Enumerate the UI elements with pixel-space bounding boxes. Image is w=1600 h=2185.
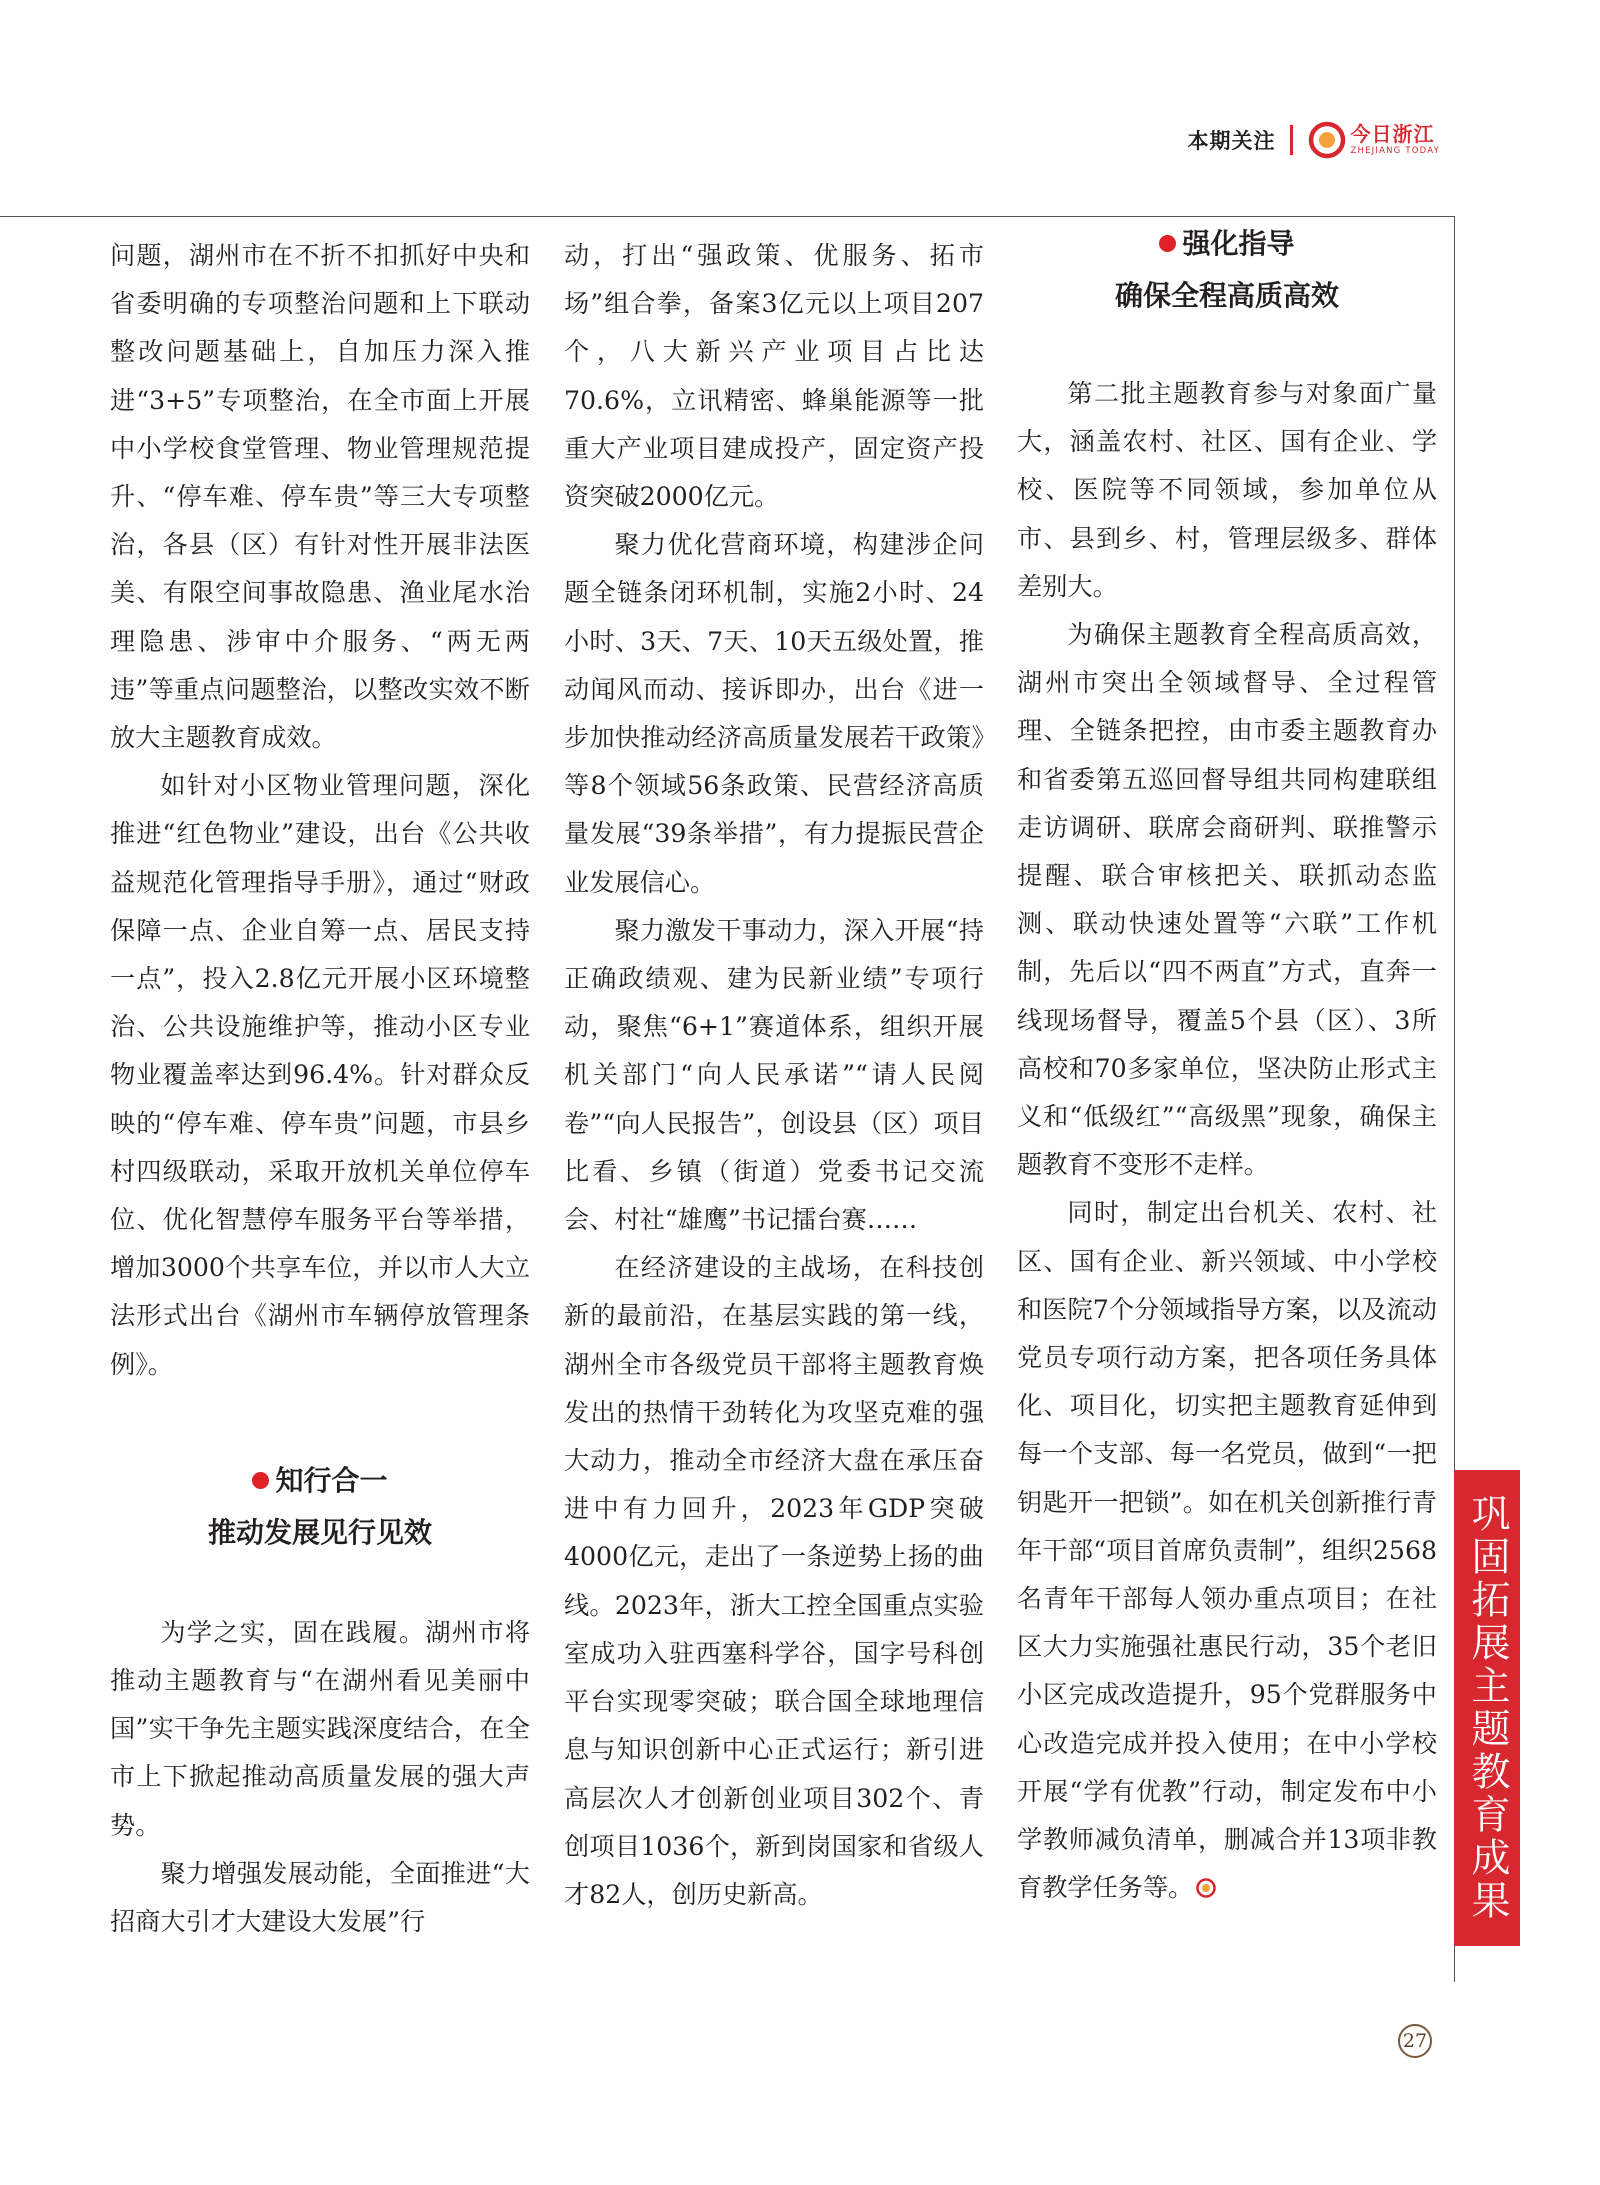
paragraph: 为学之实，固在践履。湖州市将推动主题教育与“在湖州看见美丽中国”实干争先主题实践深度结合，在全市上下掀起推动高质量发展的强大声势。 bbox=[110, 1617, 530, 1840]
text-column-3 bbox=[1017, 227, 1437, 1913]
heading-line-2: 推动发展见行见效 bbox=[207, 1515, 432, 1549]
paragraph: 动，打出“强政策、优服务、拓市场”组合拳，备案3亿元以上项目207个，八大新兴产业项目占比达70.6%，立讯精密、蜂巢能源等一批重大产业项目建成投产，固定资产投资突破2000亿元。 bbox=[564, 241, 984, 512]
page-header bbox=[1188, 118, 1441, 162]
text-column-1 bbox=[110, 232, 530, 1946]
paragraph: 在经济建设的主战场，在科技创新的最前沿，在基层实践的第一线，湖州全市各级党员干部将主题教育焕发出的热情干劲转化为攻坚克难的强大动力，推动全市经济大盘在承压奋进中有力回升，2023年GDP突破4000亿元，走出了一条逆势上扬的曲线。2023年，浙大工控全国重点实验室成功入驻西塞科学谷，国字号科创平台实现零突破；联合国全球地理信息与知识创新中心正式运行；新引进高层次人才创新创业项目302个、青创项目1036个，新到岗国家和省级人才82人，创历史新高。 bbox=[564, 1253, 984, 1909]
section-heading-qianghuazhidao bbox=[1017, 218, 1437, 322]
header-divider bbox=[1290, 125, 1293, 155]
paragraph: 问题，湖州市在不折不扣抓好中央和省委明确的专项整治问题和上下联动整改问题基础上，自加压力深入推进“3+5”专项整治，在全市面上开展中小学校食堂管理、物业管理规范提升、“停车难、停车贵”等三大专项整治，各县（区）有针对性开展非法医美、有限空间事故隐患、渔业尾水治理隐患、涉审中介服务、“两无两违”等重点问题整治，以整改实效不断放大主题教育成效。 bbox=[110, 241, 530, 753]
heading-line-1: 强化指导 bbox=[1182, 227, 1295, 260]
paragraph: 同时，制定出台机关、农村、社区、国有企业、新兴领域、中小学校和医院7个分领域指导方案，以及流动党员专项行动方案，把各项任务具体化、项目化，切实把主题教育延伸到每一个支部、每一名党员，做到“一把钥匙开一把锁”。如在机关创新推行青年干部“项目首席负责制”，组织2568名青年干部每人领办重点项目；在社区大力实施强社惠民行动，35个老旧小区完成改造提升，95个党群服务中心改造完成并投入使用；在中小学校开展“学有优教”行动，制定发布中小学教师减负清单，删减合并13项非教育教学任务等。 bbox=[1017, 1198, 1437, 1903]
section-label: 本期关注 bbox=[1187, 129, 1276, 153]
paragraph: 为确保主题教育全程高质高效，湖州市突出全领域督导、全过程管理、全链条把控，由市委主题教育办和省委第五巡回督导组共同构建联组走访调研、联席会商研判、联推警示提醒、联合审核把关、联抓动态监测、联动快速处置等“六联”工作机制，先后以“四不两直”方式，直奔一线现场督导，覆盖5个县（区）、3所高校和70多家单位，坚决防止形式主义和“低级红”“高级黑”现象，确保主题教育不变形不走样。 bbox=[1017, 620, 1437, 1180]
side-tab: 巩固拓展主题教育成果 bbox=[1454, 1470, 1520, 1946]
red-bullet-icon bbox=[1159, 235, 1176, 252]
paragraph: 聚力增强发展动能，全面推进“大招商大引才大建设大发展”行 bbox=[110, 1858, 530, 1937]
heading-line-1: 知行合一 bbox=[275, 1463, 388, 1497]
section-heading-zhixingheyi bbox=[110, 1455, 530, 1559]
text-column-2 bbox=[564, 232, 984, 1919]
red-bullet-icon bbox=[252, 1472, 269, 1489]
logo-text-en: ZHEJIANG TODAY bbox=[1350, 146, 1440, 157]
article-end-logo-icon bbox=[1195, 1877, 1217, 1899]
logo-text-cn: 今日浙江 bbox=[1350, 122, 1435, 147]
page-number: 27 bbox=[1398, 2024, 1432, 2058]
paragraph: 如针对小区物业管理问题，深化推进“红色物业”建设，出台《公共收益规范化管理指导手册》，通过“财政保障一点、企业自筹一点、居民支持一点”，投入2.8亿元开展小区环境整治、公共设施维护等，推动小区专业物业覆盖率达到96.4%。针对群众反映的“停车难、停车贵”问题，市县乡村四级联动，采取开放机关单位停车位、优化智慧停车服务平台等举措，增加3000个共享车位，并以市人大立法形式出台《湖州市车辆停放管理条例》。 bbox=[110, 771, 530, 1379]
paragraph: 聚力激发干事动力，深入开展“持正确政绩观、建为民新业绩”专项行动，聚焦“6+1”赛道体系，组织开展机关部门“向人民承诺”“请人民阅卷”“向人民报告”，创设县（区）项目比看、乡镇（街道）党委书记交流会、村社“雄鹰”书记擂台赛…… bbox=[564, 915, 984, 1235]
heading-line-2: 确保全程高质高效 bbox=[1114, 279, 1339, 312]
paragraph: 聚力优化营商环境，构建涉企问题全链条闭环机制，实施2小时、24小时、3天、7天、10天五级处置，推动闻风而动、接诉即办，出台《进一步加快推动经济高质量发展若干政策》等8个领域56条政策、民营经济高质量发展“39条举措”，有力提振民营企业发展信心。 bbox=[564, 530, 984, 897]
zhejiang-today-logo-icon bbox=[1307, 120, 1347, 160]
zhejiang-today-logo bbox=[1307, 120, 1441, 160]
paragraph: 第二批主题教育参与对象面广量大，涵盖农村、社区、国有企业、学校、医院等不同领域，参加单位从市、县到乡、村，管理层级多、群体差别大。 bbox=[1017, 379, 1437, 601]
